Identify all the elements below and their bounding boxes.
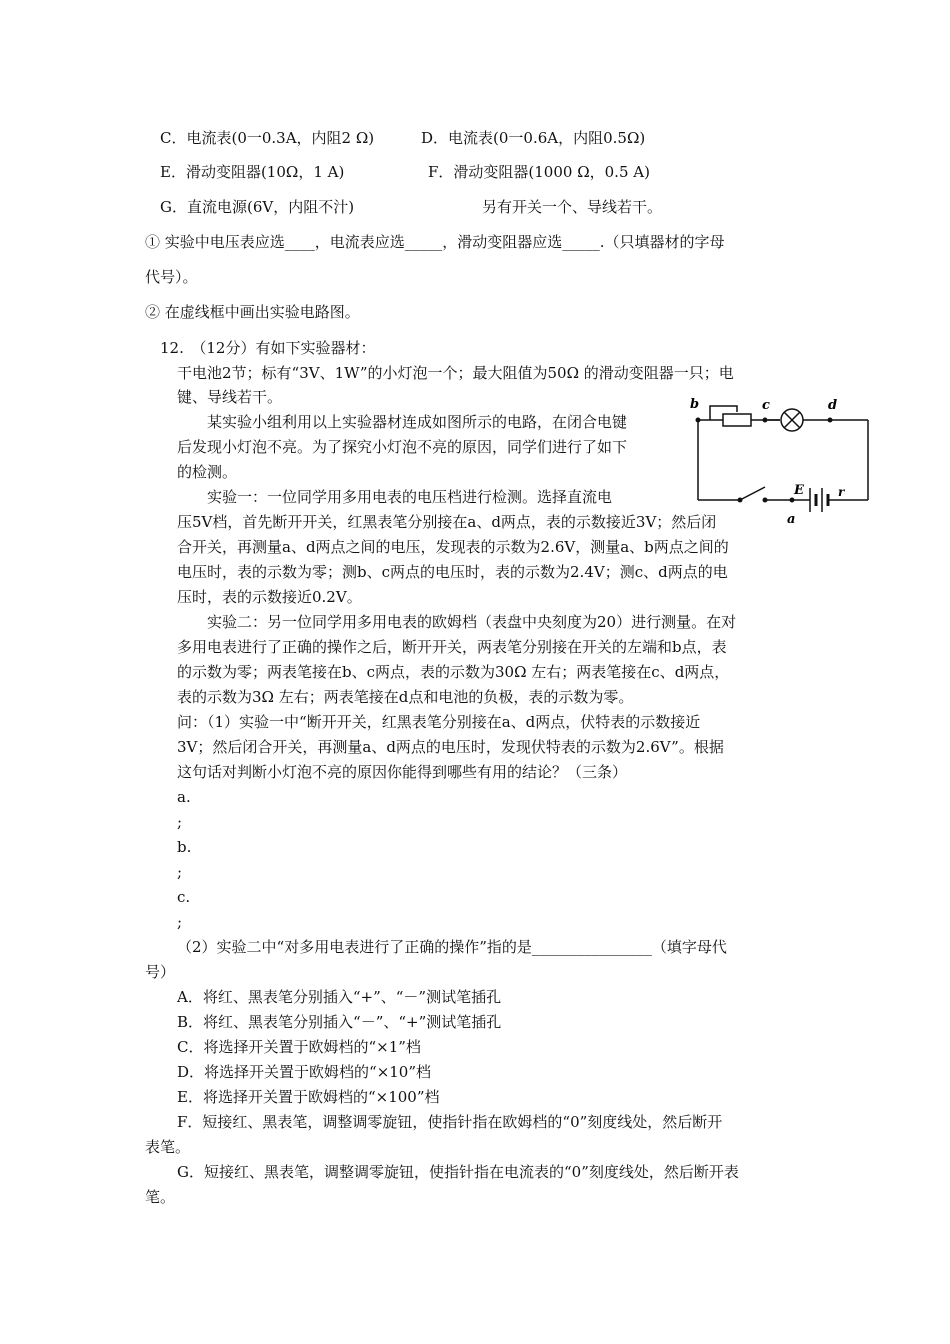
q12-exp1-4: 电压时，表的示数为零；测b、c两点的电压时，表的示数为2.4V；测c、d两点的电 <box>177 563 728 581</box>
rheostat-icon <box>723 414 751 426</box>
choice-g-line2: 笔。 <box>145 1188 176 1206</box>
q12-materials-2: 键、导线若干。 <box>177 388 283 406</box>
option-e: E．滑动变阻器(10Ω，1 A) <box>160 163 345 181</box>
q12-exp1-3: 合开关，再测量a、d两点之间的电压，发现表的示数为2.6V，测量a、b两点之间的 <box>177 538 729 556</box>
q12-intro-2: 后发现小灯泡不亮。为了探究小灯泡不亮的原因，同学们进行了如下 <box>177 438 628 456</box>
q12-part2-line2: 号） <box>145 963 176 981</box>
choice-c: C．将选择开关置于欧姆档的“×1”档 <box>177 1038 421 1056</box>
q12-exp2-1: 实验二：另一位同学用多用电表的欧姆档（表盘中央刻度为20）进行测量。在对 <box>177 613 737 631</box>
q12-exp2-2: 多用电表进行了正确的操作之后，断开开关，两表笔分别接在开关的左端和b点，表 <box>177 638 727 656</box>
q12-ask-3: 这句话对判断小灯泡不亮的原因你能得到哪些有用的结论？（三条） <box>177 763 628 781</box>
switch-icon <box>740 487 765 500</box>
option-f: F．滑动变阻器(1000 Ω，0.5 A) <box>428 163 650 181</box>
answer-a-label: a. <box>177 788 191 806</box>
q11-item1-line1: ① 实验中电压表应选____，电流表应选_____，滑动变阻器应选_____.（只填器材的字母 <box>145 233 725 251</box>
answer-b-semicolon: ; <box>177 863 183 881</box>
node-b-label: b <box>690 397 700 412</box>
answer-c-label: c. <box>177 888 191 906</box>
answer-c-semicolon: ; <box>177 913 183 931</box>
choice-b: B．将红、黑表笔分别插入“－”、“+”测试笔插孔 <box>177 1013 502 1031</box>
q11-item2: ② 在虚线框中画出实验电路图。 <box>145 303 360 321</box>
q12-ask-2: 3V；然后闭合开关，再测量a、d两点的电压时，发现伏特表的示数为2.6V”。根据 <box>177 738 724 756</box>
q12-materials-1: 干电池2节；标有“3V、1W”的小灯泡一个；最大阻值为50Ω 的滑动变阻器一只；电 <box>177 364 734 382</box>
option-c: C．电流表(0一0.3A，内阻2 Ω) <box>160 129 375 147</box>
answer-b-label: b. <box>177 838 192 856</box>
q12-heading: 12. （12分）有如下实验器材： <box>160 339 376 357</box>
q11-item1-line2: 代号）。 <box>145 268 198 286</box>
option-d: D．电流表(0一0.6A，内阻0.5Ω) <box>421 129 646 147</box>
q12-ask-1: 问：（1）实验一中“断开开关，红黑表笔分别接在a、d两点，伏特表的示数接近 <box>177 713 701 731</box>
q12-intro-3: 的检测。 <box>177 463 238 481</box>
q12-part2-line1: （2）实验二中“对多用电表进行了正确的操作”指的是________________（填字母代 <box>177 938 727 956</box>
node-a-label: a <box>787 512 796 525</box>
choice-f-line1: F．短接红、黑表笔，调整调零旋钮，使指针指在欧姆档的“0”刻度线处，然后断开 <box>177 1113 723 1131</box>
q12-intro-1: 某实验小组利用以上实验器材连成如图所示的电路，在闭合电键 <box>177 413 628 431</box>
option-g-extra: 另有开关一个、导线若干。 <box>482 198 663 216</box>
q12-exp1-5: 压时，表的示数接近0.2V。 <box>177 588 362 606</box>
q12-exp2-3: 的示数为零；两表笔接在b、c两点，表的示数为30Ω 左右；两表笔接在c、d两点， <box>177 663 730 681</box>
circuit-diagram <box>680 390 880 525</box>
choice-a: A．将红、黑表笔分别插入“+”、“－”测试笔插孔 <box>177 988 502 1006</box>
choice-f-line2: 表笔。 <box>145 1138 191 1156</box>
q12-exp2-4: 表的示数为3Ω 左右；两表笔接在d点和电池的负极，表的示数为零。 <box>177 688 634 706</box>
q12-exp1-2: 压5V档，首先断开开关，红黑表笔分别接在a、d两点，表的示数接近3V；然后闭 <box>177 513 717 531</box>
internal-resistance-label: r <box>838 485 845 499</box>
choice-e: E．将选择开关置于欧姆档的“×100”档 <box>177 1088 440 1106</box>
answer-a-semicolon: ; <box>177 813 183 831</box>
choice-g-line1: G．短接红、黑表笔，调整调零旋钮，使指针指在电流表的“0”刻度线处，然后断开表 <box>177 1163 739 1181</box>
node-d-label: d <box>828 398 838 413</box>
option-g: G．直流电源(6V，内阻不汁) <box>160 198 355 216</box>
q12-exp1-1: 实验一：一位同学用多用电表的电压档进行检测。选择直流电 <box>177 488 613 506</box>
emf-label: E <box>794 483 804 498</box>
choice-d: D．将选择开关置于欧姆档的“×10”档 <box>177 1063 432 1081</box>
node-c-label: c <box>762 398 770 413</box>
